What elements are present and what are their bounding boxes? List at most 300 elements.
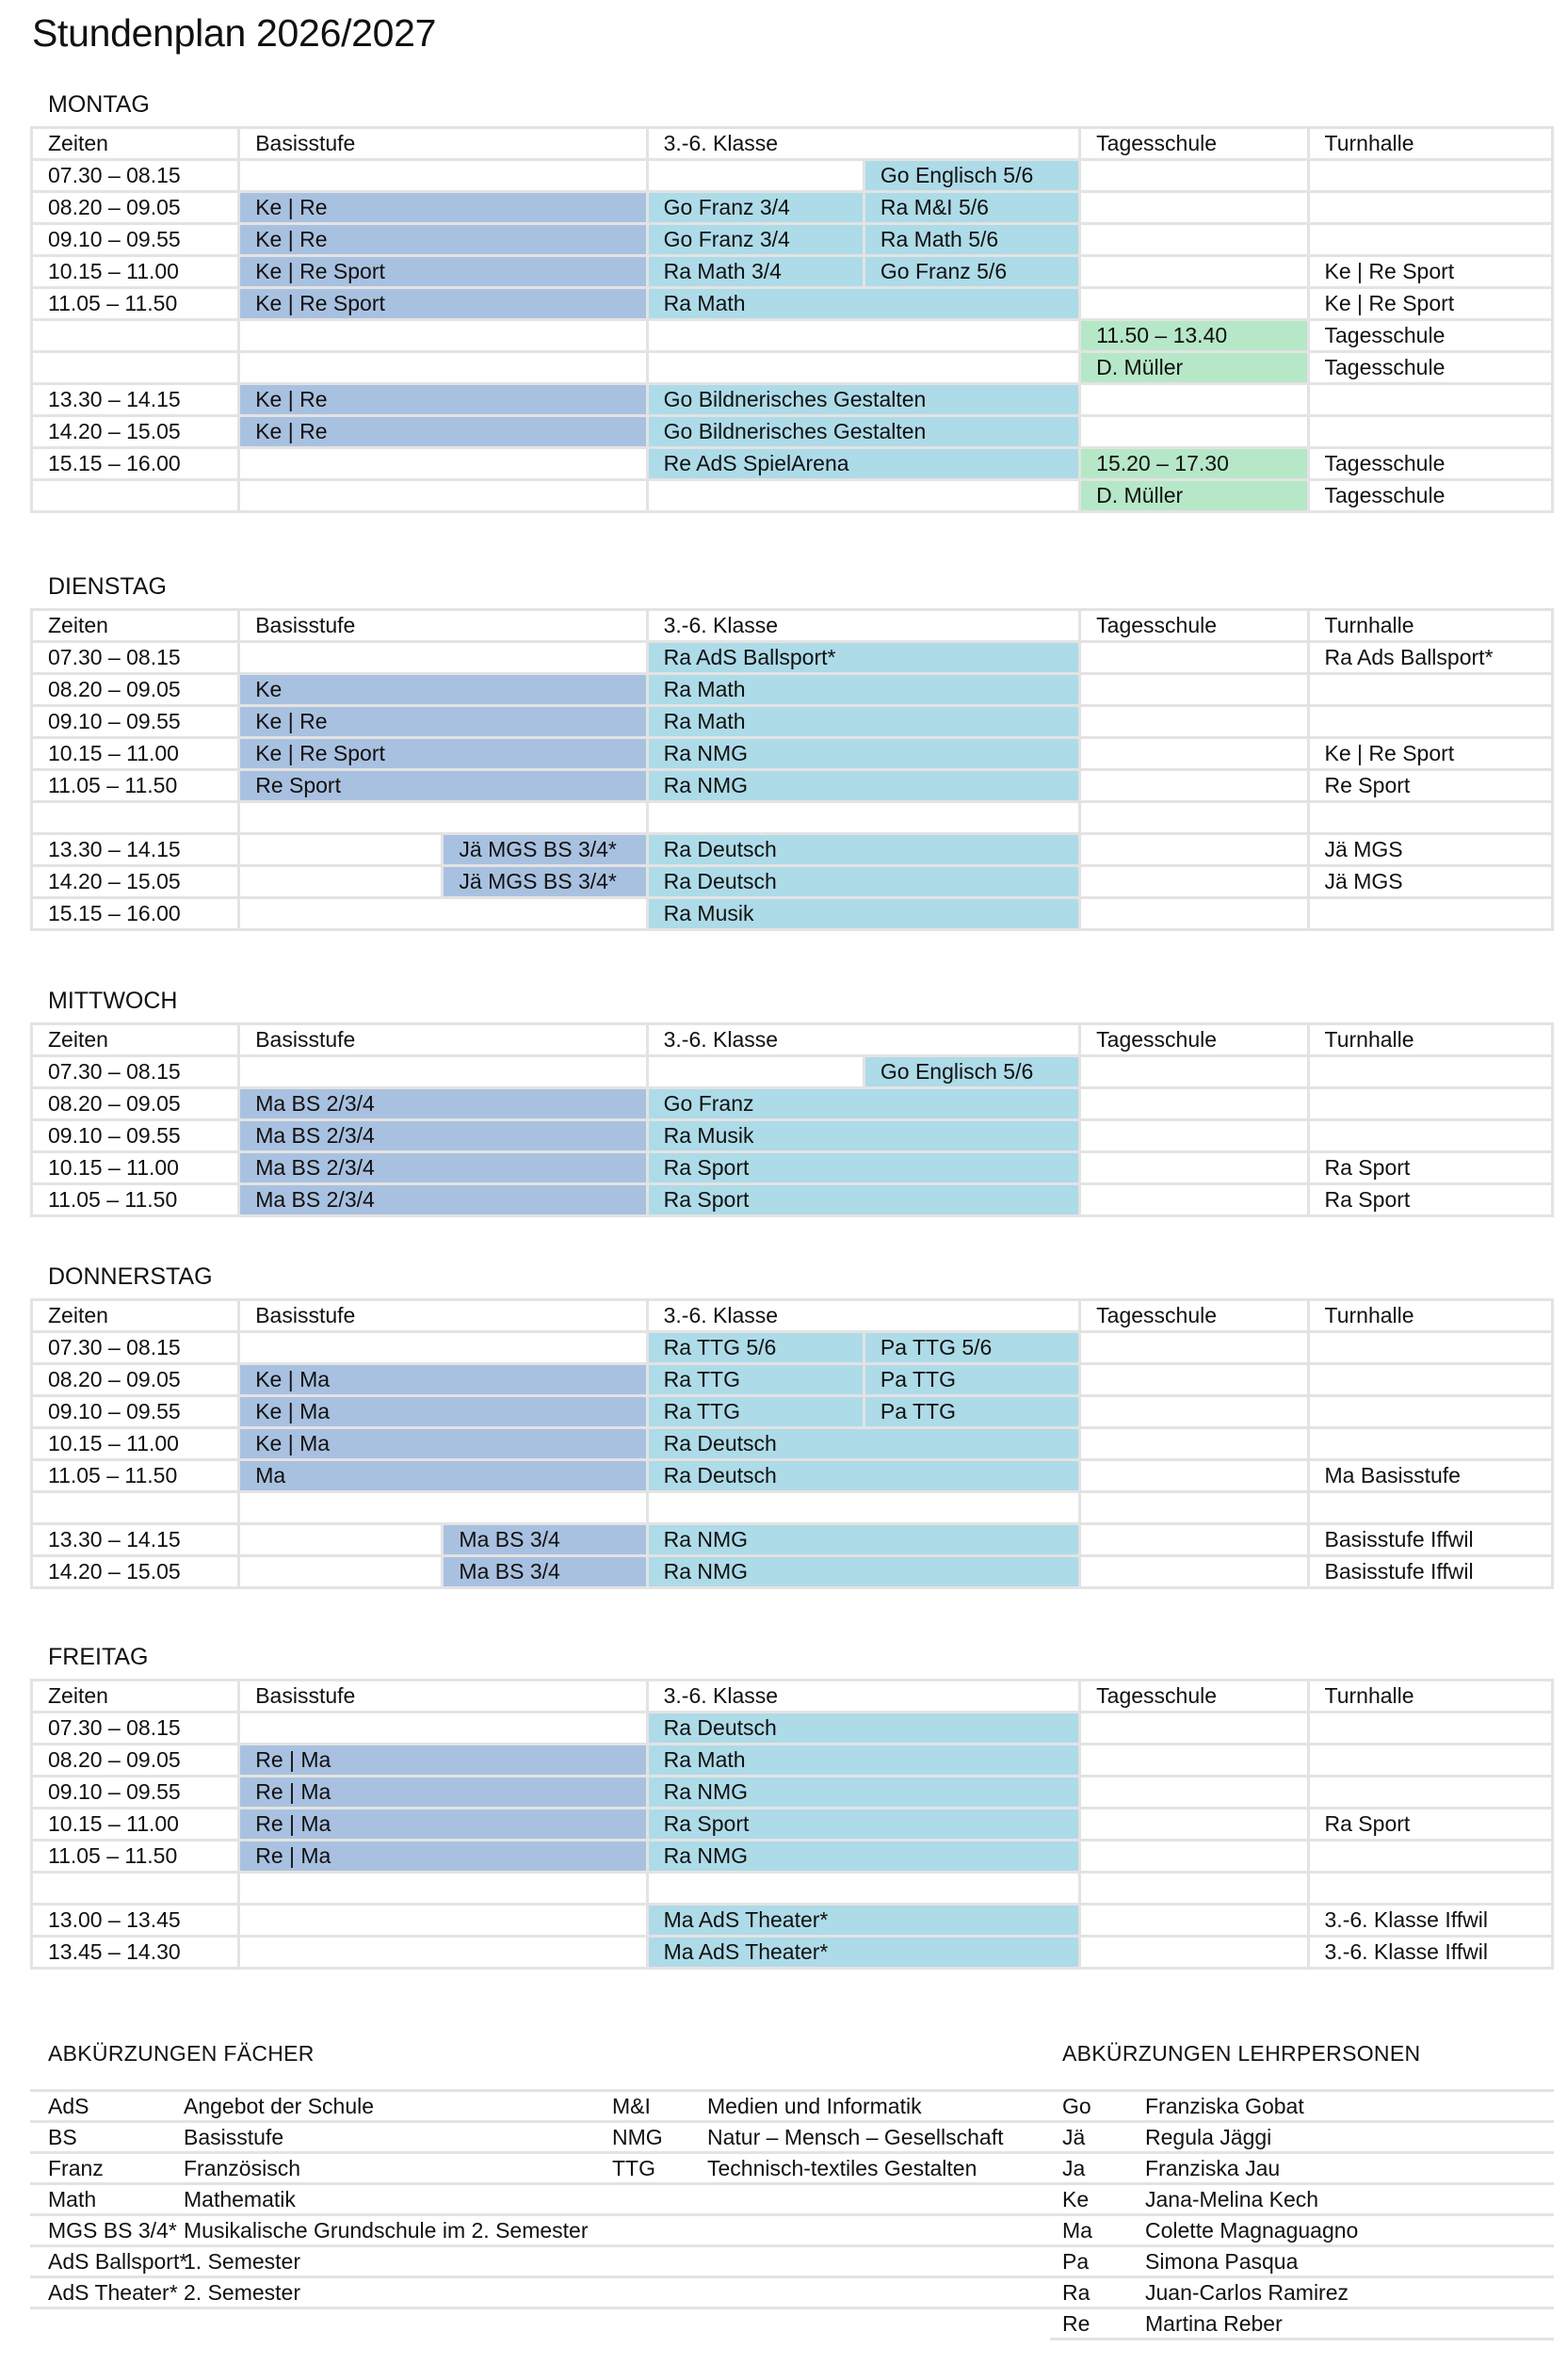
cell-zeiten: 14.20 – 15.05 bbox=[32, 1555, 239, 1587]
cell-basisstufe: Ke | Re bbox=[239, 384, 647, 416]
table-header-row bbox=[32, 1680, 1553, 1713]
legend-row bbox=[30, 2122, 1053, 2153]
legend-abbreviation: Go bbox=[1050, 2091, 1135, 2122]
cell-klasse: Go Franz 3/4 bbox=[647, 192, 864, 224]
cell-tagesschule bbox=[1080, 1523, 1308, 1555]
cell-turnhalle bbox=[1308, 224, 1552, 256]
cell-klasse-b: Ra M&I 5/6 bbox=[864, 192, 1079, 224]
cell-basisstufe bbox=[239, 480, 647, 512]
cell-zeiten: 07.30 – 08.15 bbox=[32, 1713, 239, 1745]
cell-turnhalle: Tagesschule bbox=[1308, 320, 1552, 352]
cell-zeiten: 07.30 – 08.15 bbox=[32, 642, 239, 674]
cell-turnhalle: Ke | Re Sport bbox=[1308, 738, 1552, 770]
table-row bbox=[32, 1873, 1553, 1905]
column-header-turnhalle: Turnhalle bbox=[1308, 1024, 1552, 1056]
cell-klasse: Ma AdS Theater* bbox=[647, 1936, 1080, 1968]
cell-klasse bbox=[647, 1492, 1080, 1524]
cell-zeiten bbox=[32, 480, 239, 512]
cell-tagesschule bbox=[1080, 1088, 1308, 1120]
cell-zeiten: 09.10 – 09.55 bbox=[32, 1777, 239, 1809]
cell-turnhalle bbox=[1308, 1056, 1552, 1088]
legend-abbreviation: NMG bbox=[612, 2122, 707, 2153]
legend-abbreviation: Franz bbox=[30, 2153, 153, 2184]
legend-meaning: Colette Magnaguagno bbox=[1135, 2215, 1554, 2246]
cell-tagesschule bbox=[1080, 1120, 1308, 1152]
cell-klasse: Ra TTG bbox=[647, 1364, 864, 1396]
column-header-zeiten: Zeiten bbox=[32, 128, 239, 160]
cell-tagesschule bbox=[1080, 288, 1308, 320]
cell-klasse bbox=[647, 480, 1080, 512]
legend-abbreviation: Ma bbox=[1050, 2215, 1135, 2246]
cell-turnhalle: Ke | Re Sport bbox=[1308, 256, 1552, 288]
day-title-dienstag: DIENSTAG bbox=[48, 573, 167, 600]
cell-basisstufe bbox=[239, 1056, 647, 1088]
legend-meaning: Medien und Informatik bbox=[707, 2091, 1053, 2122]
cell-tagesschule bbox=[1080, 642, 1308, 674]
legend-abbreviation: AdS Ballsport* bbox=[30, 2246, 153, 2277]
cell-basisstufe: Ma BS 2/3/4 bbox=[239, 1120, 647, 1152]
cell-klasse bbox=[647, 1056, 864, 1088]
cell-zeiten: 10.15 – 11.00 bbox=[32, 1428, 239, 1460]
column-header-zeiten: Zeiten bbox=[32, 610, 239, 642]
cell-basisstufe bbox=[239, 642, 647, 674]
cell-turnhalle bbox=[1308, 160, 1552, 192]
table-row bbox=[32, 1713, 1553, 1745]
table-row bbox=[32, 1460, 1553, 1492]
cell-klasse: Go Franz 3/4 bbox=[647, 224, 864, 256]
column-header-klasse: 3.-6. Klasse bbox=[647, 610, 1080, 642]
column-header-basisstufe: Basisstufe bbox=[239, 1024, 647, 1056]
cell-zeiten: 11.05 – 11.50 bbox=[32, 1841, 239, 1873]
cell-klasse: Ra NMG bbox=[647, 770, 1080, 802]
legend-abbreviation bbox=[612, 2277, 707, 2308]
table-row bbox=[32, 770, 1553, 802]
cell-klasse: Ra Sport bbox=[647, 1809, 1080, 1841]
cell-tagesschule bbox=[1080, 384, 1308, 416]
legend-row bbox=[1050, 2091, 1554, 2122]
cell-basisstufe: Re | Ma bbox=[239, 1745, 647, 1777]
cell-klasse bbox=[647, 352, 1080, 384]
cell-klasse: Go Bildnerisches Gestalten bbox=[647, 416, 1080, 448]
legend-abbreviation: AdS bbox=[30, 2091, 153, 2122]
cell-basisstufe bbox=[239, 1523, 443, 1555]
cell-zeiten: 10.15 – 11.00 bbox=[32, 1152, 239, 1184]
cell-basisstufe-b: Jä MGS BS 3/4* bbox=[443, 865, 647, 897]
cell-turnhalle bbox=[1308, 1745, 1552, 1777]
cell-basisstufe bbox=[239, 448, 647, 480]
cell-zeiten: 08.20 – 09.05 bbox=[32, 1745, 239, 1777]
cell-basisstufe bbox=[239, 1936, 647, 1968]
column-header-klasse: 3.-6. Klasse bbox=[647, 1300, 1080, 1332]
legend-meaning: Natur – Mensch – Gesellschaft bbox=[707, 2122, 1053, 2153]
cell-turnhalle: Jä MGS bbox=[1308, 833, 1552, 865]
cell-turnhalle bbox=[1308, 1332, 1552, 1364]
column-header-basisstufe: Basisstufe bbox=[239, 128, 647, 160]
cell-zeiten: 09.10 – 09.55 bbox=[32, 1120, 239, 1152]
cell-zeiten: 13.45 – 14.30 bbox=[32, 1936, 239, 1968]
legend-meaning: Regula Jäggi bbox=[1135, 2122, 1554, 2153]
cell-klasse: Ra AdS Ballsport* bbox=[647, 642, 1080, 674]
cell-basisstufe: Ma BS 2/3/4 bbox=[239, 1088, 647, 1120]
cell-klasse: Ra Sport bbox=[647, 1184, 1080, 1216]
legend-row bbox=[1050, 2277, 1554, 2308]
cell-basisstufe bbox=[239, 1332, 647, 1364]
teachers-legend-heading: ABKÜRZUNGEN LEHRPERSONEN bbox=[1062, 2041, 1421, 2066]
legend-abbreviation: BS bbox=[30, 2122, 153, 2153]
schedule-table-montag bbox=[30, 126, 1554, 513]
cell-tagesschule bbox=[1080, 1152, 1308, 1184]
legend-meaning bbox=[707, 2246, 1053, 2277]
schedule-table-mittwoch bbox=[30, 1022, 1554, 1217]
cell-turnhalle: Jä MGS bbox=[1308, 865, 1552, 897]
cell-tagesschule bbox=[1080, 1492, 1308, 1524]
cell-basisstufe bbox=[239, 1713, 647, 1745]
cell-zeiten: 11.05 – 11.50 bbox=[32, 288, 239, 320]
legend-abbreviation: Jä bbox=[1050, 2122, 1135, 2153]
cell-turnhalle: Ke | Re Sport bbox=[1308, 288, 1552, 320]
legend-abbreviation bbox=[612, 2215, 707, 2246]
cell-basisstufe-b: Jä MGS BS 3/4* bbox=[443, 833, 647, 865]
table-row bbox=[32, 865, 1553, 897]
legend-meaning: Angebot der Schule bbox=[153, 2091, 612, 2122]
table-row bbox=[32, 674, 1553, 706]
cell-tagesschule bbox=[1080, 1777, 1308, 1809]
legend-meaning: Basisstufe bbox=[153, 2122, 612, 2153]
cell-klasse: Ra Deutsch bbox=[647, 1428, 1080, 1460]
table-row bbox=[32, 224, 1553, 256]
cell-turnhalle: Ma Basisstufe bbox=[1308, 1460, 1552, 1492]
cell-klasse: Ra NMG bbox=[647, 1841, 1080, 1873]
table-row bbox=[32, 192, 1553, 224]
table-row bbox=[32, 1777, 1553, 1809]
legend-abbreviation: MGS BS 3/4* bbox=[30, 2215, 153, 2246]
table-row bbox=[32, 1364, 1553, 1396]
cell-turnhalle: Tagesschule bbox=[1308, 480, 1552, 512]
table-header-row bbox=[32, 610, 1553, 642]
cell-basisstufe: Ke | Re bbox=[239, 706, 647, 738]
legend-row bbox=[1050, 2308, 1554, 2340]
cell-tagesschule bbox=[1080, 706, 1308, 738]
cell-turnhalle bbox=[1308, 192, 1552, 224]
cell-klasse: Ra NMG bbox=[647, 1523, 1080, 1555]
cell-tagesschule bbox=[1080, 1809, 1308, 1841]
table-row bbox=[32, 1936, 1553, 1968]
table-row bbox=[32, 1492, 1553, 1524]
cell-basisstufe bbox=[239, 897, 647, 929]
cell-zeiten: 08.20 – 09.05 bbox=[32, 192, 239, 224]
cell-zeiten: 08.20 – 09.05 bbox=[32, 674, 239, 706]
cell-klasse bbox=[647, 1873, 1080, 1905]
cell-basisstufe bbox=[239, 320, 647, 352]
cell-turnhalle: Re Sport bbox=[1308, 770, 1552, 802]
table-row bbox=[32, 1056, 1553, 1088]
column-header-tagesschule: Tagesschule bbox=[1080, 610, 1308, 642]
cell-turnhalle: 3.-6. Klasse Iffwil bbox=[1308, 1936, 1552, 1968]
legend-abbreviation: Ja bbox=[1050, 2153, 1135, 2184]
cell-basisstufe bbox=[239, 1873, 647, 1905]
subjects-legend-table bbox=[30, 2089, 1053, 2309]
cell-turnhalle: Ra Ads Ballsport* bbox=[1308, 642, 1552, 674]
column-header-turnhalle: Turnhalle bbox=[1308, 1300, 1552, 1332]
cell-tagesschule bbox=[1080, 1904, 1308, 1936]
legend-meaning: Simona Pasqua bbox=[1135, 2246, 1554, 2277]
table-row bbox=[32, 416, 1553, 448]
cell-basisstufe: Ma bbox=[239, 1460, 647, 1492]
day-title-freitag: FREITAG bbox=[48, 1644, 149, 1670]
day-title-mittwoch: MITTWOCH bbox=[48, 988, 178, 1014]
cell-turnhalle bbox=[1308, 416, 1552, 448]
cell-basisstufe: Ke | Re bbox=[239, 192, 647, 224]
legend-abbreviation: AdS Theater* bbox=[30, 2277, 153, 2308]
table-row bbox=[32, 160, 1553, 192]
table-header-row bbox=[32, 1024, 1553, 1056]
table-row bbox=[32, 1332, 1553, 1364]
cell-tagesschule: D. Müller bbox=[1080, 480, 1308, 512]
cell-turnhalle bbox=[1308, 706, 1552, 738]
table-row bbox=[32, 1745, 1553, 1777]
cell-klasse: Ma AdS Theater* bbox=[647, 1904, 1080, 1936]
cell-klasse-b: Pa TTG bbox=[864, 1364, 1079, 1396]
subjects-legend-heading: ABKÜRZUNGEN FÄCHER bbox=[48, 2041, 315, 2066]
cell-tagesschule bbox=[1080, 674, 1308, 706]
cell-klasse: Ra NMG bbox=[647, 1555, 1080, 1587]
table-row bbox=[32, 738, 1553, 770]
cell-klasse: Ra NMG bbox=[647, 738, 1080, 770]
cell-turnhalle bbox=[1308, 674, 1552, 706]
cell-zeiten: 10.15 – 11.00 bbox=[32, 738, 239, 770]
table-row bbox=[32, 448, 1553, 480]
cell-zeiten: 13.30 – 14.15 bbox=[32, 833, 239, 865]
legend-abbreviation: Ke bbox=[1050, 2184, 1135, 2215]
cell-tagesschule bbox=[1080, 160, 1308, 192]
table-row bbox=[32, 897, 1553, 929]
cell-klasse: Ra Deutsch bbox=[647, 865, 1080, 897]
cell-basisstufe: Ke | Re bbox=[239, 224, 647, 256]
table-row bbox=[32, 706, 1553, 738]
legend-abbreviation: Re bbox=[1050, 2308, 1135, 2340]
cell-turnhalle bbox=[1308, 1428, 1552, 1460]
cell-turnhalle bbox=[1308, 897, 1552, 929]
legend-abbreviation: Ra bbox=[1050, 2277, 1135, 2308]
legend-meaning: Franziska Jau bbox=[1135, 2153, 1554, 2184]
column-header-basisstufe: Basisstufe bbox=[239, 610, 647, 642]
day-title-donnerstag: DONNERSTAG bbox=[48, 1263, 213, 1290]
legend-meaning bbox=[707, 2184, 1053, 2215]
cell-klasse-b: Go Franz 5/6 bbox=[864, 256, 1079, 288]
column-header-klasse: 3.-6. Klasse bbox=[647, 1024, 1080, 1056]
cell-zeiten: 15.15 – 16.00 bbox=[32, 448, 239, 480]
legend-meaning bbox=[707, 2277, 1053, 2308]
cell-klasse: Go Bildnerisches Gestalten bbox=[647, 384, 1080, 416]
cell-tagesschule bbox=[1080, 1056, 1308, 1088]
column-header-tagesschule: Tagesschule bbox=[1080, 128, 1308, 160]
legend-row bbox=[1050, 2246, 1554, 2277]
legend-meaning: Martina Reber bbox=[1135, 2308, 1554, 2340]
cell-basisstufe-b: Ma BS 3/4 bbox=[443, 1555, 647, 1587]
cell-turnhalle bbox=[1308, 1088, 1552, 1120]
cell-zeiten: 13.00 – 13.45 bbox=[32, 1904, 239, 1936]
table-row bbox=[32, 320, 1553, 352]
legend-row bbox=[30, 2184, 1053, 2215]
cell-klasse: Re AdS SpielArena bbox=[647, 448, 1080, 480]
cell-turnhalle bbox=[1308, 1873, 1552, 1905]
cell-basisstufe bbox=[239, 1555, 443, 1587]
cell-zeiten bbox=[32, 352, 239, 384]
table-row bbox=[32, 384, 1553, 416]
legend-meaning: Franziska Gobat bbox=[1135, 2091, 1554, 2122]
cell-tagesschule bbox=[1080, 897, 1308, 929]
legend-row bbox=[1050, 2215, 1554, 2246]
legend-row bbox=[1050, 2153, 1554, 2184]
cell-zeiten: 09.10 – 09.55 bbox=[32, 224, 239, 256]
cell-klasse: Ra Math bbox=[647, 288, 1080, 320]
cell-tagesschule bbox=[1080, 1873, 1308, 1905]
cell-klasse: Ra Math bbox=[647, 706, 1080, 738]
legend-row bbox=[30, 2091, 1053, 2122]
legend-row bbox=[30, 2153, 1053, 2184]
table-row bbox=[32, 833, 1553, 865]
cell-basisstufe bbox=[239, 802, 647, 834]
column-header-basisstufe: Basisstufe bbox=[239, 1680, 647, 1713]
cell-turnhalle bbox=[1308, 1492, 1552, 1524]
cell-zeiten: 07.30 – 08.15 bbox=[32, 1056, 239, 1088]
table-row bbox=[32, 1904, 1553, 1936]
table-row bbox=[32, 288, 1553, 320]
cell-tagesschule bbox=[1080, 1184, 1308, 1216]
cell-turnhalle bbox=[1308, 1841, 1552, 1873]
cell-tagesschule bbox=[1080, 1745, 1308, 1777]
cell-turnhalle bbox=[1308, 1777, 1552, 1809]
table-row bbox=[32, 802, 1553, 834]
column-header-turnhalle: Turnhalle bbox=[1308, 610, 1552, 642]
cell-turnhalle: Ra Sport bbox=[1308, 1184, 1552, 1216]
column-header-basisstufe: Basisstufe bbox=[239, 1300, 647, 1332]
cell-basisstufe: Re Sport bbox=[239, 770, 647, 802]
legend-row bbox=[30, 2215, 1053, 2246]
cell-zeiten: 10.15 – 11.00 bbox=[32, 1809, 239, 1841]
cell-basisstufe: Ke | Ma bbox=[239, 1396, 647, 1428]
cell-zeiten: 11.05 – 11.50 bbox=[32, 1184, 239, 1216]
cell-turnhalle: 3.-6. Klasse Iffwil bbox=[1308, 1904, 1552, 1936]
cell-klasse bbox=[647, 320, 1080, 352]
cell-tagesschule bbox=[1080, 1555, 1308, 1587]
cell-klasse: Ra TTG 5/6 bbox=[647, 1332, 864, 1364]
legend-meaning: Musikalische Grundschule im 2. Semester bbox=[153, 2215, 612, 2246]
cell-tagesschule: 11.50 – 13.40 bbox=[1080, 320, 1308, 352]
cell-basisstufe bbox=[239, 352, 647, 384]
legend-abbreviation: Math bbox=[30, 2184, 153, 2215]
cell-zeiten: 14.20 – 15.05 bbox=[32, 865, 239, 897]
cell-klasse: Ra TTG bbox=[647, 1396, 864, 1428]
cell-basisstufe: Ke bbox=[239, 674, 647, 706]
cell-zeiten bbox=[32, 320, 239, 352]
column-header-zeiten: Zeiten bbox=[32, 1680, 239, 1713]
legend-meaning: Mathematik bbox=[153, 2184, 612, 2215]
cell-klasse: Ra Deutsch bbox=[647, 1460, 1080, 1492]
cell-tagesschule bbox=[1080, 1841, 1308, 1873]
cell-tagesschule bbox=[1080, 256, 1308, 288]
table-row bbox=[32, 1120, 1553, 1152]
table-row bbox=[32, 1555, 1553, 1587]
column-header-tagesschule: Tagesschule bbox=[1080, 1300, 1308, 1332]
cell-basisstufe: Ke | Re Sport bbox=[239, 256, 647, 288]
cell-zeiten: 07.30 – 08.15 bbox=[32, 160, 239, 192]
cell-basisstufe: Re | Ma bbox=[239, 1809, 647, 1841]
schedule-table-freitag bbox=[30, 1679, 1554, 1970]
column-header-turnhalle: Turnhalle bbox=[1308, 1680, 1552, 1713]
cell-tagesschule bbox=[1080, 738, 1308, 770]
cell-basisstufe bbox=[239, 1492, 647, 1524]
cell-basisstufe bbox=[239, 1904, 647, 1936]
legend-meaning: 1. Semester bbox=[153, 2246, 612, 2277]
cell-tagesschule bbox=[1080, 416, 1308, 448]
legend-row bbox=[30, 2277, 1053, 2308]
cell-basisstufe: Ke | Re Sport bbox=[239, 738, 647, 770]
cell-tagesschule bbox=[1080, 1713, 1308, 1745]
legend-meaning: Juan-Carlos Ramirez bbox=[1135, 2277, 1554, 2308]
table-row bbox=[32, 1152, 1553, 1184]
cell-zeiten: 14.20 – 15.05 bbox=[32, 416, 239, 448]
schedule-table-donnerstag bbox=[30, 1298, 1554, 1589]
cell-turnhalle bbox=[1308, 384, 1552, 416]
column-header-tagesschule: Tagesschule bbox=[1080, 1024, 1308, 1056]
legend-row bbox=[1050, 2122, 1554, 2153]
cell-klasse: Ra Deutsch bbox=[647, 833, 1080, 865]
cell-basisstufe bbox=[239, 865, 443, 897]
cell-klasse: Ra Musik bbox=[647, 897, 1080, 929]
column-header-tagesschule: Tagesschule bbox=[1080, 1680, 1308, 1713]
table-header-row bbox=[32, 1300, 1553, 1332]
table-row bbox=[32, 1523, 1553, 1555]
cell-turnhalle: Tagesschule bbox=[1308, 352, 1552, 384]
cell-zeiten bbox=[32, 1492, 239, 1524]
cell-tagesschule bbox=[1080, 1332, 1308, 1364]
cell-turnhalle: Basisstufe Iffwil bbox=[1308, 1523, 1552, 1555]
cell-turnhalle: Tagesschule bbox=[1308, 448, 1552, 480]
column-header-zeiten: Zeiten bbox=[32, 1300, 239, 1332]
table-row bbox=[32, 1184, 1553, 1216]
table-header-row bbox=[32, 128, 1553, 160]
cell-klasse bbox=[647, 802, 1080, 834]
cell-zeiten: 07.30 – 08.15 bbox=[32, 1332, 239, 1364]
column-header-klasse: 3.-6. Klasse bbox=[647, 1680, 1080, 1713]
table-row bbox=[32, 1396, 1553, 1428]
cell-tagesschule bbox=[1080, 1364, 1308, 1396]
cell-klasse bbox=[647, 160, 864, 192]
legend-meaning: Technisch-textiles Gestalten bbox=[707, 2153, 1053, 2184]
cell-turnhalle bbox=[1308, 1396, 1552, 1428]
cell-tagesschule bbox=[1080, 192, 1308, 224]
column-header-klasse: 3.-6. Klasse bbox=[647, 128, 1080, 160]
cell-zeiten bbox=[32, 802, 239, 834]
cell-tagesschule bbox=[1080, 224, 1308, 256]
legend-meaning: 2. Semester bbox=[153, 2277, 612, 2308]
legend-abbreviation: M&I bbox=[612, 2091, 707, 2122]
cell-zeiten: 11.05 – 11.50 bbox=[32, 770, 239, 802]
table-row bbox=[32, 642, 1553, 674]
schedule-table-dienstag bbox=[30, 608, 1554, 931]
table-row bbox=[32, 1841, 1553, 1873]
legend-abbreviation bbox=[612, 2184, 707, 2215]
cell-tagesschule bbox=[1080, 802, 1308, 834]
cell-tagesschule: 15.20 – 17.30 bbox=[1080, 448, 1308, 480]
cell-tagesschule bbox=[1080, 1460, 1308, 1492]
teachers-legend-table bbox=[1050, 2089, 1554, 2340]
table-row bbox=[32, 256, 1553, 288]
page-title: Stundenplan 2026/2027 bbox=[32, 11, 437, 55]
cell-zeiten: 08.20 – 09.05 bbox=[32, 1364, 239, 1396]
cell-zeiten: 13.30 – 14.15 bbox=[32, 384, 239, 416]
